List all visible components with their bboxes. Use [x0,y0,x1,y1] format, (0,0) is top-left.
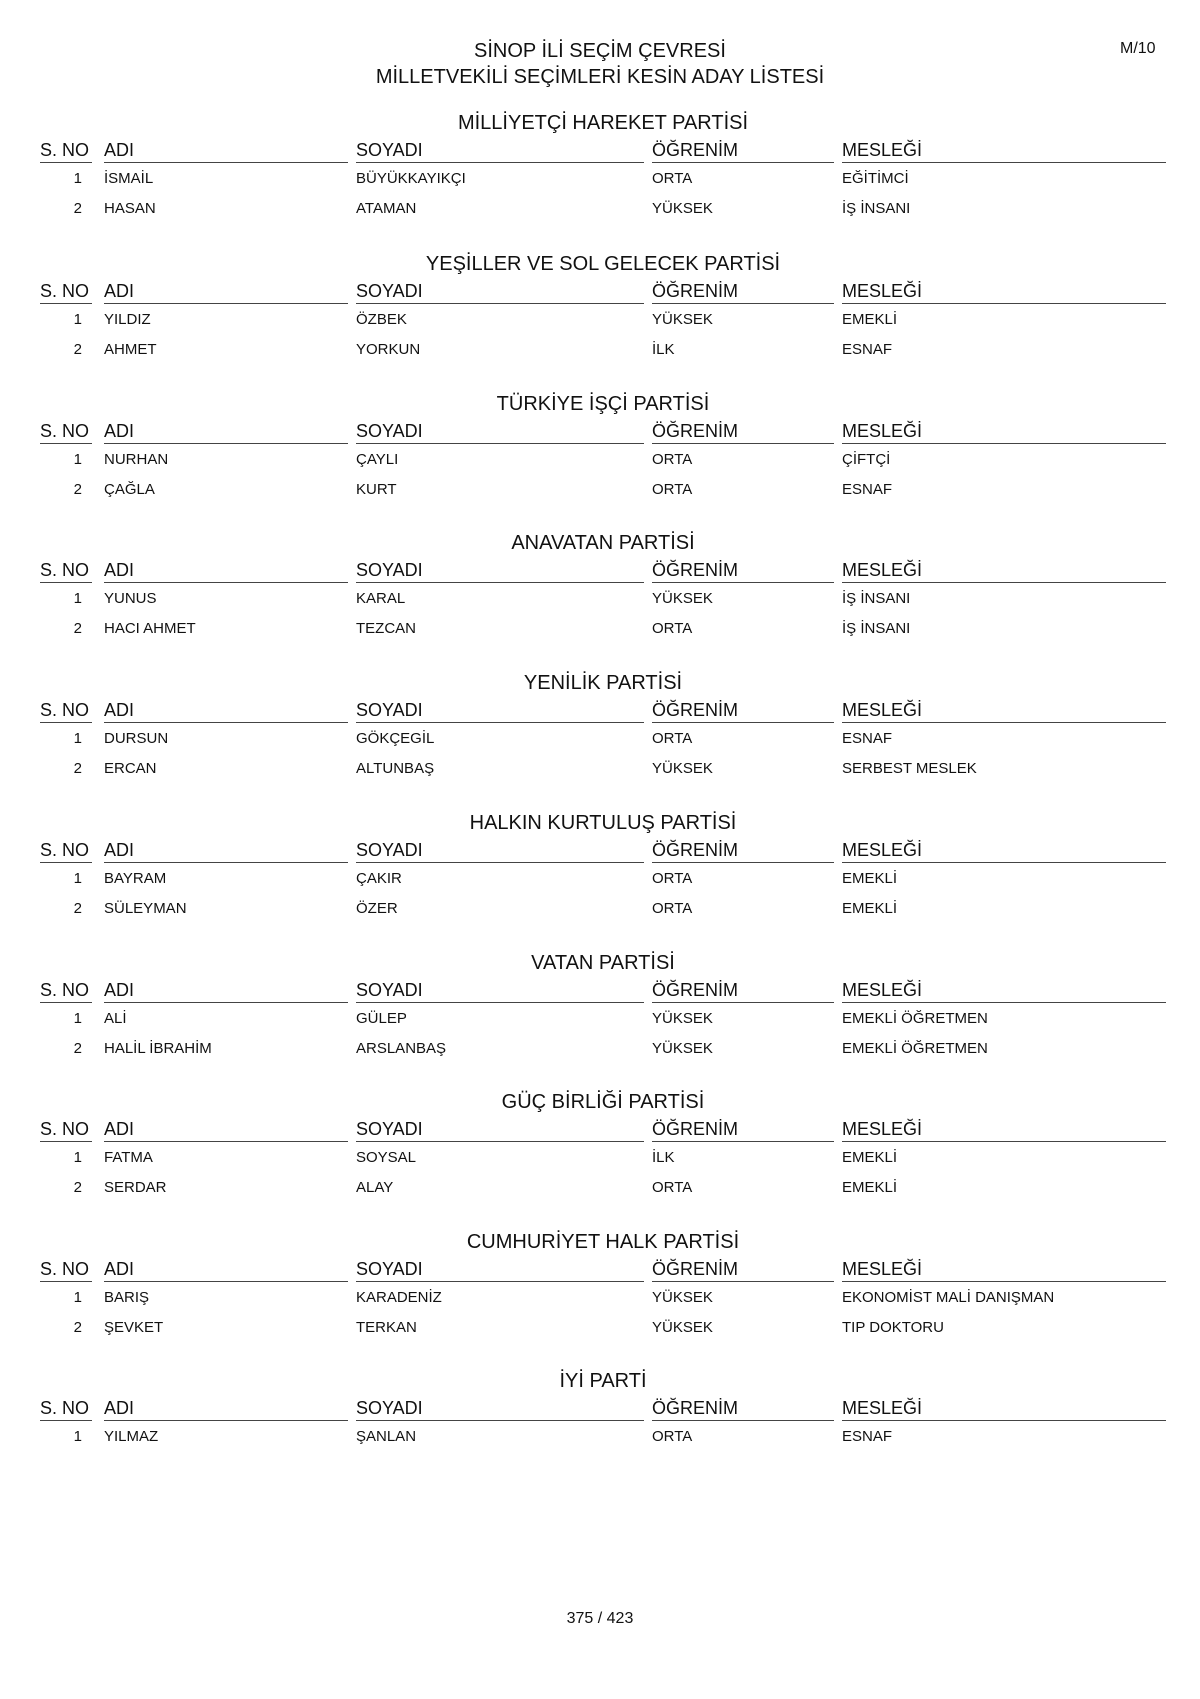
col-soyadi-cell: KARAL [356,590,406,607]
col-meslegi-header: MESLEĞİ [842,698,1166,723]
col-sno-header: S. NO [40,1257,92,1282]
col-sno-cell: 1 [73,590,82,607]
col-sno-cell: 2 [73,1179,82,1196]
col-sno-cell: 2 [73,341,82,358]
table-row [40,1313,1166,1343]
col-soyadi-header: SOYADI [356,978,644,1003]
col-soyadi-cell: ALTUNBAŞ [356,760,435,777]
col-meslegi-cell: ESNAF [842,1428,893,1445]
col-soyadi-cell: KARADENİZ [356,1289,442,1306]
page-indicator: 375 / 423 [566,1610,634,1627]
table-header-row [40,978,1166,1004]
col-soyadi-cell: TERKAN [356,1319,417,1336]
col-ogrenim-cell: ORTA [652,1428,693,1445]
col-sno-header: S. NO [40,279,92,304]
col-sno-cell: 1 [73,170,82,187]
col-soyadi-header: SOYADI [356,1396,644,1421]
party-section [40,948,1166,1064]
col-meslegi-cell: ESNAF [842,730,893,747]
table-row [40,445,1166,475]
col-sno-cell: 1 [73,870,82,887]
table-row [40,1143,1166,1173]
table-header-row [40,279,1166,305]
col-ogrenim-header: ÖĞRENİM [652,838,834,863]
col-ogrenim-header: ÖĞRENİM [652,1117,834,1142]
col-soyadi-cell: YORKUN [356,341,421,358]
table-row [40,754,1166,784]
party-name: HALKIN KURTULUŞ PARTİSİ [469,812,737,834]
table-header-row [40,838,1166,864]
col-sno-cell: 2 [73,481,82,498]
col-meslegi-header: MESLEĞİ [842,1257,1166,1282]
col-meslegi-cell: İŞ İNSANI [842,620,911,637]
col-ogrenim-cell: ORTA [652,900,693,917]
col-ogrenim-header: ÖĞRENİM [652,1257,834,1282]
col-adi-cell: ŞEVKET [104,1319,164,1336]
party-section [40,389,1166,505]
col-meslegi-header: MESLEĞİ [842,138,1166,163]
col-soyadi-cell: ÇAYLI [356,451,399,468]
col-soyadi-cell: KURT [356,481,397,498]
table-row [40,475,1166,505]
table-row [40,164,1166,194]
col-meslegi-cell: İŞ İNSANI [842,200,911,217]
col-adi-header: ADI [104,1117,348,1142]
table-header-row [40,698,1166,724]
col-sno-cell: 2 [73,620,82,637]
col-ogrenim-cell: ORTA [652,620,693,637]
col-ogrenim-header: ÖĞRENİM [652,279,834,304]
col-sno-cell: 2 [73,1040,82,1057]
col-soyadi-cell: ÇAKIR [356,870,402,887]
col-adi-cell: BARIŞ [104,1289,150,1306]
col-meslegi-header: MESLEĞİ [842,279,1166,304]
col-meslegi-header: MESLEĞİ [842,978,1166,1003]
col-meslegi-cell: EMEKLİ [842,870,898,887]
table-header-row [40,558,1166,584]
col-ogrenim-cell: ORTA [652,481,693,498]
table-row [40,614,1166,644]
col-adi-cell: AHMET [104,341,157,358]
col-ogrenim-header: ÖĞRENİM [652,558,834,583]
col-meslegi-cell: EMEKLİ [842,311,898,328]
col-meslegi-cell: EMEKLİ [842,900,898,917]
col-meslegi-header: MESLEĞİ [842,1396,1166,1421]
col-adi-header: ADI [104,1257,348,1282]
col-sno-cell: 2 [73,200,82,217]
col-sno-header: S. NO [40,978,92,1003]
col-ogrenim-cell: ORTA [652,870,693,887]
col-soyadi-cell: SOYSAL [356,1149,417,1166]
col-ogrenim-cell: İLK [652,1149,675,1166]
col-meslegi-cell: EMEKLİ [842,1149,898,1166]
table-row [40,1283,1166,1313]
table-row [40,894,1166,924]
col-meslegi-header: MESLEĞİ [842,1117,1166,1142]
col-sno-cell: 1 [73,1010,82,1027]
col-soyadi-cell: ALAY [356,1179,394,1196]
col-adi-cell: YILDIZ [104,311,151,328]
party-name: MİLLİYETÇİ HAREKET PARTİSİ [457,112,749,134]
col-adi-header: ADI [104,978,348,1003]
table-row [40,305,1166,335]
col-adi-cell: YUNUS [104,590,157,607]
col-ogrenim-cell: YÜKSEK [652,760,713,777]
col-soyadi-cell: ŞANLAN [356,1428,417,1445]
col-sno-cell: 1 [73,311,82,328]
col-adi-header: ADI [104,698,348,723]
col-adi-cell: ÇAĞLA [104,481,155,498]
col-meslegi-cell: ESNAF [842,341,893,358]
col-meslegi-header: MESLEĞİ [842,419,1166,444]
party-section [40,1227,1166,1343]
col-adi-cell: ERCAN [104,760,157,777]
col-adi-cell: SERDAR [104,1179,167,1196]
col-soyadi-cell: ATAMAN [356,200,417,217]
table-row [40,1422,1166,1452]
document-title-line1: SİNOP İLİ SEÇİM ÇEVRESİ [474,40,726,62]
col-ogrenim-cell: ORTA [652,451,693,468]
col-meslegi-cell: ESNAF [842,481,893,498]
party-section [40,108,1166,224]
col-ogrenim-cell: İLK [652,341,675,358]
col-ogrenim-cell: ORTA [652,170,693,187]
party-name: YENİLİK PARTİSİ [523,672,683,694]
table-row [40,724,1166,754]
col-adi-cell: YILMAZ [104,1428,159,1445]
col-sno-cell: 1 [73,1149,82,1166]
col-adi-cell: FATMA [104,1149,153,1166]
table-row [40,1034,1166,1064]
col-sno-header: S. NO [40,1117,92,1142]
col-ogrenim-cell: YÜKSEK [652,1289,713,1306]
col-soyadi-cell: ARSLANBAŞ [356,1040,447,1057]
party-section [40,1087,1166,1203]
party-section [40,528,1166,644]
form-code: M/10 [1120,40,1156,57]
col-soyadi-cell: GÖKÇEGİL [356,730,435,747]
document-title-line2: MİLLETVEKİLİ SEÇİMLERİ KESİN ADAY LİSTESİ [375,66,825,88]
col-ogrenim-cell: YÜKSEK [652,1319,713,1336]
party-name: VATAN PARTİSİ [531,952,675,974]
col-adi-header: ADI [104,419,348,444]
table-row [40,1173,1166,1203]
col-soyadi-header: SOYADI [356,838,644,863]
table-row [40,335,1166,365]
table-header-row [40,1117,1166,1143]
col-ogrenim-cell: YÜKSEK [652,311,713,328]
col-soyadi-header: SOYADI [356,1257,644,1282]
col-sno-cell: 2 [73,1319,82,1336]
col-adi-header: ADI [104,558,348,583]
col-sno-cell: 1 [73,1428,82,1445]
col-sno-cell: 1 [73,730,82,747]
col-ogrenim-header: ÖĞRENİM [652,419,834,444]
col-adi-cell: BAYRAM [104,870,167,887]
col-sno-cell: 1 [73,1289,82,1306]
col-soyadi-cell: TEZCAN [356,620,416,637]
col-soyadi-header: SOYADI [356,279,644,304]
table-row [40,1004,1166,1034]
col-soyadi-cell: ÖZBEK [356,311,407,328]
table-row [40,194,1166,224]
col-meslegi-cell: EMEKLİ ÖĞRETMEN [842,1010,988,1027]
col-sno-header: S. NO [40,698,92,723]
col-adi-cell: HACI AHMET [104,620,196,637]
col-adi-header: ADI [104,138,348,163]
table-row [40,864,1166,894]
col-ogrenim-cell: ORTA [652,730,693,747]
col-ogrenim-cell: YÜKSEK [652,200,713,217]
table-header-row [40,419,1166,445]
table-header-row [40,1257,1166,1283]
party-name: YEŞİLLER VE SOL GELECEK PARTİSİ [425,253,781,275]
col-ogrenim-header: ÖĞRENİM [652,698,834,723]
table-header-row [40,1396,1166,1422]
col-ogrenim-header: ÖĞRENİM [652,978,834,1003]
col-ogrenim-header: ÖĞRENİM [652,1396,834,1421]
col-ogrenim-header: ÖĞRENİM [652,138,834,163]
party-section [40,1366,1166,1452]
col-soyadi-header: SOYADI [356,558,644,583]
col-adi-header: ADI [104,279,348,304]
col-adi-cell: HASAN [104,200,156,217]
party-name: ANAVATAN PARTİSİ [511,532,695,554]
table-header-row [40,138,1166,164]
col-sno-cell: 2 [73,900,82,917]
col-meslegi-header: MESLEĞİ [842,558,1166,583]
col-meslegi-cell: EKONOMİST MALİ DANIŞMAN [842,1289,1055,1306]
col-meslegi-header: MESLEĞİ [842,838,1166,863]
col-sno-header: S. NO [40,419,92,444]
col-adi-header: ADI [104,838,348,863]
col-meslegi-cell: TIP DOKTORU [842,1319,944,1336]
col-adi-cell: SÜLEYMAN [104,900,187,917]
col-sno-cell: 2 [73,760,82,777]
col-meslegi-cell: ÇİFTÇİ [842,451,891,468]
col-adi-cell: HALİL İBRAHİM [104,1040,212,1057]
col-ogrenim-cell: YÜKSEK [652,590,713,607]
party-name: TÜRKİYE İŞÇİ PARTİSİ [496,393,710,415]
party-section [40,249,1166,365]
col-soyadi-cell: ÖZER [356,900,398,917]
col-adi-cell: ALİ [104,1010,127,1027]
col-sno-header: S. NO [40,138,92,163]
party-name: İYİ PARTİ [559,1370,647,1392]
col-soyadi-cell: BÜYÜKKAYIKÇI [356,170,466,187]
col-meslegi-cell: SERBEST MESLEK [842,760,977,777]
col-soyadi-header: SOYADI [356,698,644,723]
col-sno-header: S. NO [40,1396,92,1421]
party-name: GÜÇ BİRLİĞİ PARTİSİ [501,1091,705,1113]
col-adi-header: ADI [104,1396,348,1421]
col-ogrenim-cell: ORTA [652,1179,693,1196]
party-section [40,668,1166,784]
col-adi-cell: DURSUN [104,730,169,747]
table-row [40,584,1166,614]
col-meslegi-cell: EMEKLİ [842,1179,898,1196]
col-adi-cell: İSMAİL [104,170,154,187]
col-soyadi-header: SOYADI [356,138,644,163]
col-sno-header: S. NO [40,558,92,583]
party-name: CUMHURİYET HALK PARTİSİ [466,1231,740,1253]
col-sno-header: S. NO [40,838,92,863]
col-adi-cell: NURHAN [104,451,169,468]
col-ogrenim-cell: YÜKSEK [652,1010,713,1027]
col-meslegi-cell: İŞ İNSANI [842,590,911,607]
col-sno-cell: 1 [73,451,82,468]
col-meslegi-cell: EMEKLİ ÖĞRETMEN [842,1040,988,1057]
col-meslegi-cell: EĞİTİMCİ [842,170,909,187]
col-ogrenim-cell: YÜKSEK [652,1040,713,1057]
col-soyadi-header: SOYADI [356,419,644,444]
party-section [40,808,1166,924]
col-soyadi-header: SOYADI [356,1117,644,1142]
col-soyadi-cell: GÜLEP [356,1010,407,1027]
